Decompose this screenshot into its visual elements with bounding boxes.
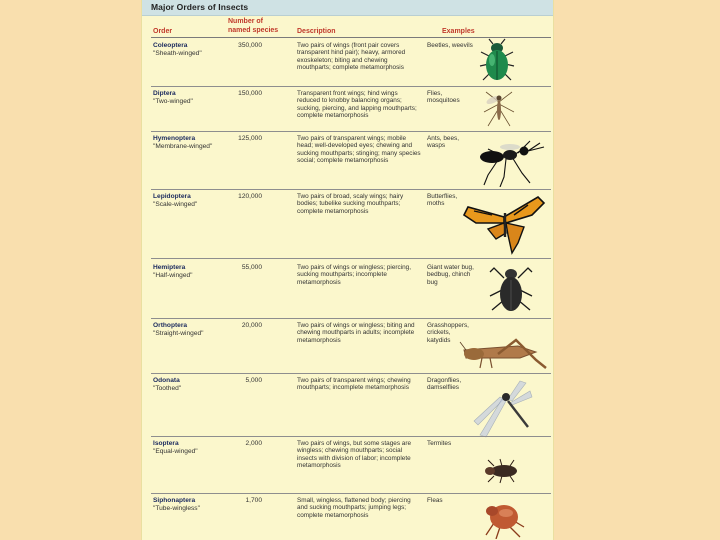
row-divider — [151, 318, 551, 319]
order-description: Transparent front wings; hind wings reduced to knobby balancing organs; sucking, piercing, and lapping mouthparts; complete metamorphosis — [297, 90, 417, 120]
table-row — [142, 38, 553, 86]
order-description: Two pairs of wings or wingless; biting and chewing mouthparts in adults; incomplete metamorphosis — [297, 322, 415, 344]
species-count: 2,000 — [245, 440, 262, 447]
species-count: 5,000 — [245, 377, 262, 384]
row-divider — [151, 189, 551, 190]
table-row — [142, 189, 553, 258]
table-row — [142, 86, 553, 131]
order-description: Small, wingless, flattened body; piercing and sucking mouthparts; jumping legs; complete metamorphosis — [297, 497, 411, 519]
order-name: Hemiptera — [153, 264, 186, 271]
dragonfly-icon — [472, 379, 534, 439]
order-name: Orthoptera — [153, 322, 188, 329]
order-examples: Giant water bug, bedbug, chinch bug — [427, 264, 474, 286]
row-divider — [151, 493, 551, 494]
row-divider — [151, 373, 551, 374]
order-description: Two pairs of wings (front pair covers transparent hind pair); heavy, armored exoskeleton; biting and chewing mouthparts; complete metamorphosis — [297, 42, 406, 72]
order-meaning: "Toothed" — [153, 385, 182, 392]
order-name: Isoptera — [153, 440, 179, 447]
flea-icon — [480, 497, 526, 539]
header-examples: Examples — [442, 28, 475, 35]
order-meaning: "Tube-wingless" — [153, 505, 200, 512]
wasp-icon — [470, 135, 550, 187]
row-divider — [151, 258, 551, 259]
order-examples: Flies, mosquitoes — [427, 90, 460, 105]
order-description: Two pairs of transparent wings; mobile head; well-developed eyes; chewing and sucking mouthparts; stinging; many species social; complete metamorphosis — [297, 135, 421, 165]
order-name: Lepidoptera — [153, 193, 191, 200]
table-row — [142, 493, 553, 540]
order-description: Two pairs of wings or wingless; piercing, sucking mouthparts; incomplete metamorphosis — [297, 264, 412, 286]
row-divider — [151, 86, 551, 87]
table-row — [142, 258, 553, 318]
row-divider — [151, 131, 551, 132]
order-examples: Ants, bees, wasps — [427, 135, 459, 150]
order-meaning: "Membrane-winged" — [153, 143, 213, 150]
order-meaning: "Two-winged" — [153, 98, 193, 105]
order-name: Hymenoptera — [153, 135, 196, 142]
header-species-line1: Number of — [228, 18, 263, 25]
table-title: Major Orders of Insects — [151, 2, 249, 12]
order-description: Two pairs of wings, but some stages are wingless; chewing mouthparts; social insects with division of labor; incomplete metamorphosis — [297, 440, 412, 470]
table-row — [142, 131, 553, 189]
water-bug-icon — [486, 262, 536, 316]
order-name: Coleoptera — [153, 42, 188, 49]
species-count: 150,000 — [238, 90, 262, 97]
order-examples: Termites — [427, 440, 452, 447]
species-count: 350,000 — [238, 42, 262, 49]
row-divider — [151, 436, 551, 437]
order-meaning: "Straight-winged" — [153, 330, 204, 337]
order-examples: Butterflies, moths — [427, 193, 458, 208]
title-bar — [142, 0, 553, 16]
header-description: Description — [297, 28, 336, 35]
beetle-icon — [477, 38, 517, 84]
species-count: 125,000 — [238, 135, 262, 142]
order-name: Odonata — [153, 377, 180, 384]
table-row — [142, 436, 553, 493]
insect-orders-table — [142, 0, 553, 540]
termite-icon — [482, 458, 522, 484]
header-species-line2: named species — [228, 27, 279, 34]
order-name: Diptera — [153, 90, 176, 97]
order-meaning: "Equal-winged" — [153, 448, 198, 455]
mosquito-icon — [482, 88, 516, 130]
order-meaning: "Scale-winged" — [153, 201, 198, 208]
order-description: Two pairs of broad, scaly wings; hairy bodies; tubelike sucking mouthparts; complete metamorphosis — [297, 193, 404, 215]
species-count: 120,000 — [238, 193, 262, 200]
order-examples: Fleas — [427, 497, 443, 504]
species-count: 1,700 — [245, 497, 262, 504]
table-row — [142, 318, 553, 373]
table-row — [142, 373, 553, 436]
species-count: 55,000 — [241, 264, 262, 271]
grasshopper-icon — [458, 338, 550, 372]
order-examples: Grasshoppers, crickets, katydids — [427, 322, 469, 344]
butterfly-icon — [462, 193, 546, 255]
order-examples: Beetles, weevils — [427, 42, 473, 49]
species-count: 20,000 — [241, 322, 262, 329]
order-examples: Dragonflies, damselflies — [427, 377, 462, 392]
header-order: Order — [153, 28, 173, 35]
order-meaning: "Sheath-winged" — [153, 50, 202, 57]
order-description: Two pairs of transparent wings; chewing mouthparts; incomplete metamorphosis — [297, 377, 411, 392]
order-meaning: "Half-winged" — [153, 272, 193, 279]
order-name: Siphonaptera — [153, 497, 196, 504]
